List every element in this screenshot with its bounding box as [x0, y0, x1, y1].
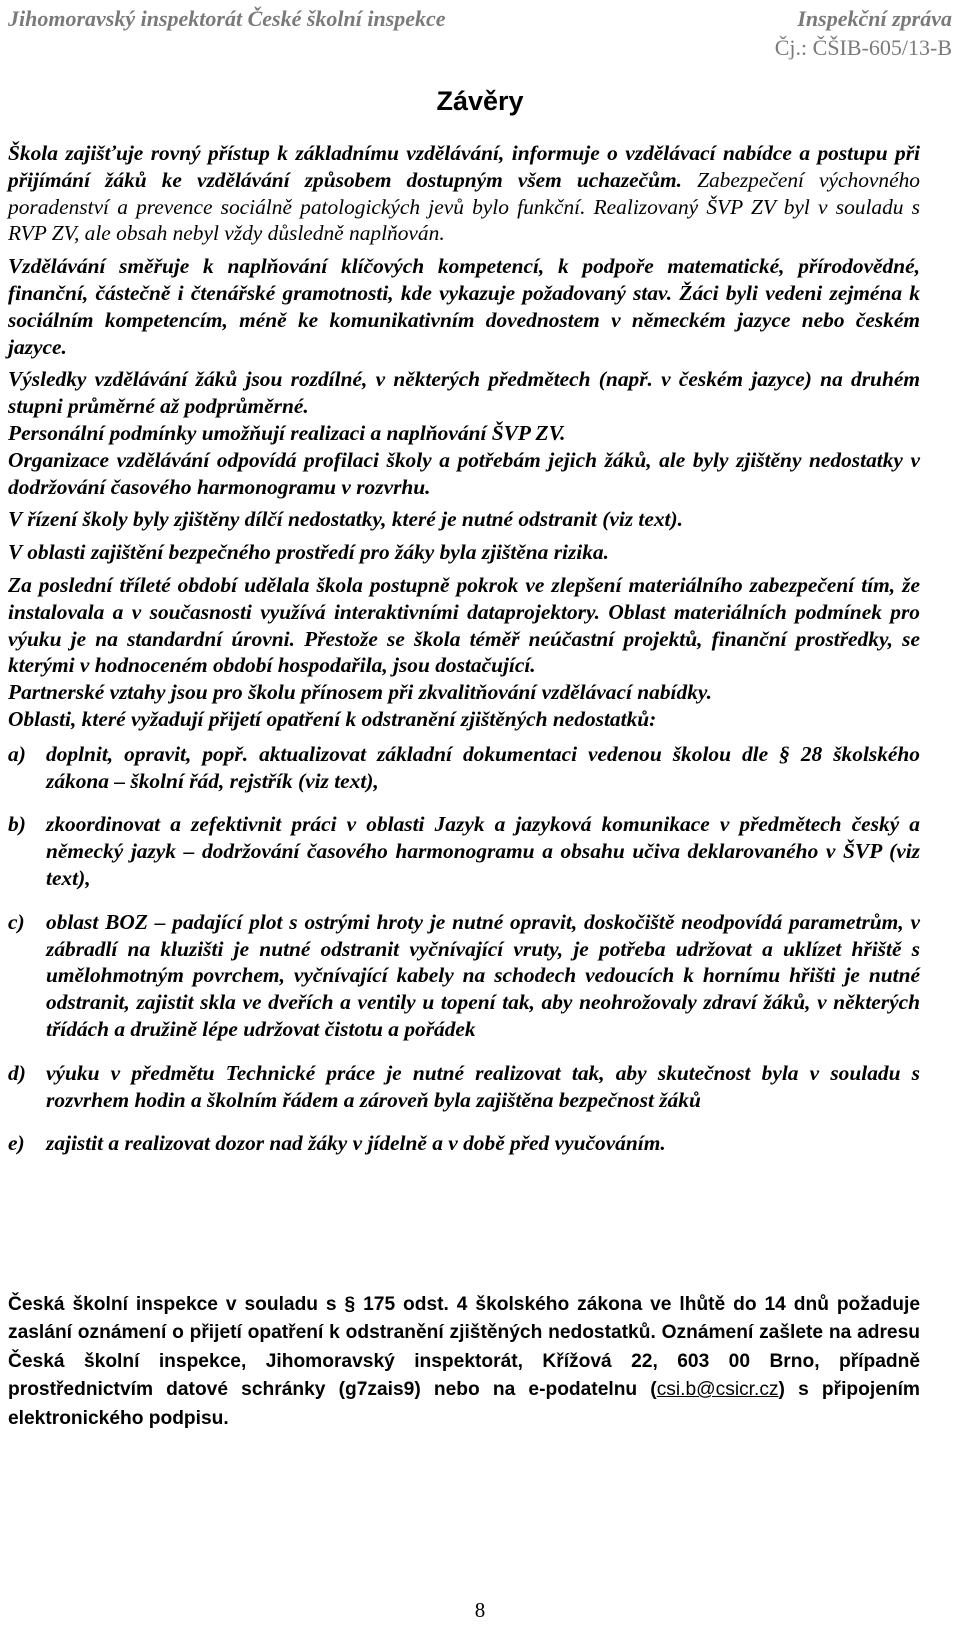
paragraph-material: Za poslední tříleté období udělala škola postupně pokrok ve zlepšení materiálního zabezpečení tím, že instalovala a v současnosti využívá interaktivními dataprojektory. Oblast materiálních podmínek pro výuku je na standardní úrovni. Přestože se škola téměř neúčastní projektů, finanční prostředky, se kterými v hodnoceném období hospodařila, jsou dostačující. [8, 572, 920, 678]
list-item-letter: b) [8, 812, 26, 837]
paragraph-measures-intro: Oblasti, které vyžadují přijetí opatření k odstranění zjištěných nedostatků: [8, 706, 657, 731]
list-item-text: zkoordinovat a zefektivnit práci v oblasti Jazyk a jazyková komunikace v předmětech český a německý jazyk – dodržování časového harmonogramu a obsahu učiva deklarovaného v ŠVP (viz text), [46, 812, 920, 890]
header-report-type: Inspekční zpráva [797, 6, 952, 31]
paragraph-access-text-rest: Zabezpečení výchovného poradenství a prevence sociálně patologických jevů bylo funkční. Realizovaný ŠVP ZV byl v souladu s RVP ZV, ale obsah nebyl vždy důsledně naplňován. [8, 167, 920, 246]
final-notice-end: ) s připojením elektronického podpisu. [8, 1379, 920, 1429]
paragraph-access-text: Škola zajišťuje rovný přístup k základnímu vzdělávání, informuje o vzdělávací nabídce a postupu při přijímání žáků ke vzdělávání způsobem dostupným všem uchazečům. [8, 141, 920, 192]
list-item-text: výuku v předmětu Technické práce je nutné realizovat tak, aby skutečnost byla v souladu s rozvrhem hodin a školním řádem a zároveň byla zajištěna bezpečnost žáků [46, 1060, 920, 1112]
conclusions-body [8, 140, 920, 1174]
list-item [8, 811, 920, 891]
list-item [8, 741, 920, 795]
header-reference-number: Čj.: ČŠIB-605/13-B [774, 35, 952, 60]
final-notice [8, 1291, 920, 1433]
page-header [8, 4, 952, 62]
paragraph-organization: Organizace vzdělávání odpovídá profilaci školy a potřebám jejich žáků, ale byly zjištěny nedostatky v dodržování časového harmonogramu v rozvrhu. [8, 447, 920, 499]
paragraph-results: Výsledky vzdělávání žáků jsou rozdílné, v některých předmětech (např. v českém jazyce) na druhém stupni průměrné až podprůměrné. [8, 367, 920, 419]
header-report-info [775, 4, 952, 62]
list-item-letter: a) [8, 741, 26, 766]
list-item-letter: e) [8, 1131, 25, 1156]
email-link[interactable]: csi.b@csicr.cz [656, 1379, 779, 1401]
paragraph-access [8, 140, 920, 247]
list-item-letter: d) [8, 1060, 26, 1085]
page-title: Závěry [436, 86, 524, 116]
paragraph-staff: Personální podmínky umožňují realizaci a naplňování ŠVP ZV. [8, 420, 566, 445]
list-item [8, 909, 920, 1043]
measures-list [8, 741, 920, 1157]
list-item [8, 1060, 920, 1114]
paragraph-management: V řízení školy byly zjištěny dílčí nedostatky, které je nutné odstranit (viz text). [8, 507, 683, 532]
paragraph-competences: Vzdělávání směřuje k naplňování klíčových kompetencí, k podpoře matematické, přírodovědné, finanční, částečně i čtenářské gramotnosti, kde vykazuje požadovaný stav. Žáci byli vedeni zejména k sociálním kompetencím, méně ke komunikativním dovednostem v německém jazyce nebo českém jazyce. [8, 254, 920, 359]
paragraph-safety: V oblasti zajištění bezpečného prostředí pro žáky byla zjištěna rizika. [8, 540, 609, 565]
list-item [8, 1130, 920, 1157]
list-item-text: zajistit a realizovat dozor nad žáky v jídelně a v době před vyučováním. [46, 1131, 666, 1156]
header-institution: Jihomoravský inspektorát České školní inspekce [8, 6, 446, 31]
page-number: 8 [474, 1598, 486, 1622]
list-item-letter: c) [8, 909, 25, 934]
paragraph-partners: Partnerské vztahy jsou pro školu přínosem při zkvalitňování vzdělávací nabídky. [8, 680, 712, 705]
final-notice-text: Česká školní inspekce v souladu s § 175 odst. 4 školského zákona ve lhůtě do 14 dnů požaduje zaslání oznámení o přijetí opatření k odstranění zjištěných nedostatků. Oznámení zašlete na adresu Česká školní inspekce, Jihomoravský inspektorát, Křížová 22, 603 00 Brno, případně prostřednictvím datové schránky (g7zais9) nebo na e-podatelnu ( [8, 1294, 920, 1401]
list-item-text: oblast BOZ – padající plot s ostrými hroty je nutné opravit, doskočiště neodpovídá parametrům, v zábradlí na kluzišti je nutné odstranit vyčnívající vruty, je potřeba udržovat a uklízet hřiště s umělohmotným povrchem, vyčnívající kabely na schodech vedoucích k hornímu hřišti je nutné odstranit, zajistit skla ve dveřích a ventily u topení tak, aby neohrožovaly zdraví žáků, v některých třídách a družině lépe udržovat čistotu a pořádek [46, 909, 920, 1041]
list-item-text: doplnit, opravit, popř. aktualizovat základní dokumentaci vedenou školou dle § 28 školského zákona – školní řád, rejstřík (viz text), [46, 741, 920, 793]
